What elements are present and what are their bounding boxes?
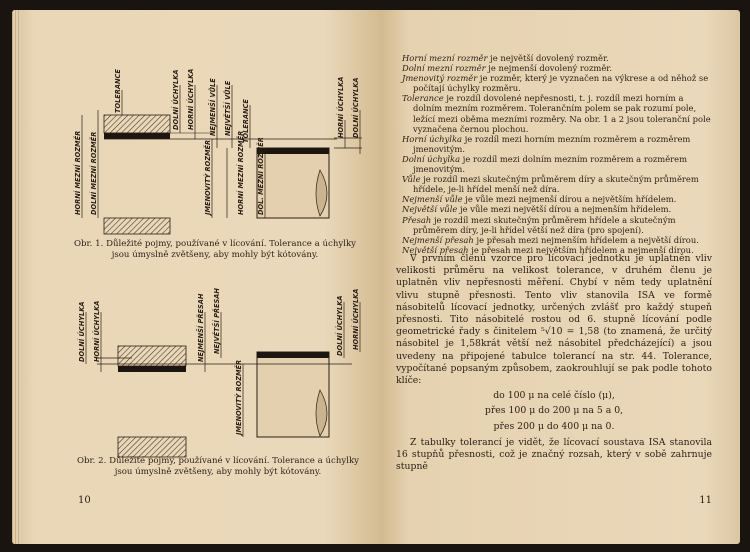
hole-wall-top <box>118 346 186 366</box>
definition-item: Přesah je rozdíl mezi skutečným průměrem hřídele a skutečným průměrem díry, je-li hřídel větší než díra (pro spojení). <box>402 214 676 235</box>
fig1-label-5: NEJMENŠÍ VŮLE <box>209 78 217 136</box>
rounding-rule: přes 100 μ do 200 μ na 5 a 0, <box>484 405 624 417</box>
fig2-label-1: HORNÍ ÚCHYLKA <box>93 300 101 362</box>
fig1-label-10: HORNÍ MEZNÍ ROZMĚR <box>237 130 245 215</box>
paragraph: Z tabulky tolerancí je vidět, že lícovací soustava ISA stanovila 16 stupňů přesnosti, což je značný rozsah, který v sobě zahrnuje stupně <box>396 436 712 473</box>
definition-item: Největší přesah je přesah mezi největším hřídelem a nejmenší dírou. <box>402 244 694 255</box>
definitions-list <box>402 53 712 255</box>
fig1-label-11: HORNÍ ÚCHYLKA <box>337 76 345 138</box>
fig1-label-12: DOLNÍ ÚCHYLKA <box>352 77 360 138</box>
fig2-label-4: JMENOVITÝ ROZMĚR <box>235 359 243 435</box>
fig1-label-3: DOLNÍ ÚCHYLKA <box>172 69 180 130</box>
fig1-label-6: NEJVĚTŠÍ VŮLE <box>224 80 232 136</box>
fig1-label-2: TOLERANCE <box>114 69 122 113</box>
figure-2 <box>12 272 380 472</box>
right-page <box>380 10 740 544</box>
fig2-label-5: DOLNÍ ÚCHYLKA <box>336 295 344 356</box>
definition-item: Dolní mezní rozměr je nejmenší dovolený rozměr. <box>402 63 613 74</box>
figure-2-caption: Obr. 2. Důležité pojmy, používané v lícování. Tolerance a úchylky jsou úmyslně zvětšeny, aby mohly být kótovány. <box>76 456 360 477</box>
definition-item: Nejmenší přesah je přesah mezi nejmenším hřídelem a největší dírou. <box>402 234 699 245</box>
definition-item: Horní úchylka je rozdíl mezi horním mezním rozměrem a rozměrem jmenovitým. <box>402 133 691 154</box>
open-book <box>12 10 740 544</box>
tolerance-field-hole <box>118 366 186 372</box>
fig1-label-7: JMENOVITÝ ROZMĚR <box>204 139 212 215</box>
definition-item: Horní mezní rozměr je největší dovolený rozměr. <box>402 53 609 63</box>
paragraph: V prvním členu vzorce pro lícovací jednotku je uplatněn vliv velikosti průměru na velikost tolerance, v druhém členu je uplatněn vliv nepřesnosti měření. Chybí v něm tedy uplatnění vlivu stupně přesnosti. Tento vliv stanovila ISA ve formě násobitelů lícovací jednotky, určených zvlášť pro každý stupeň přesnosti. Tito násobitelé rostou od 6. stupně lícování podle geometrické řady s činitelem ⁵√10 = 1,58 (to znamená, že určitý násobitel je 1,58krát větší než násobitel předcházející) a jsou uvedeny na připojené tabulce tolerancí na str. 44. Tolerance, vypočítané popsaným způsobem, zaokrouhlují se pak podle tohoto klíče: <box>396 253 712 387</box>
hole-wall-bottom <box>104 218 170 234</box>
fig1-label-9: DOL. MEZNÍ ROZMĚR <box>257 137 265 215</box>
body-text <box>396 253 712 473</box>
left-page <box>12 10 380 544</box>
definition-item: Jmenovitý rozměr je rozměr, který je vyznačen na výkrese a od něhož se počítají úchylky rozměru. <box>402 73 709 94</box>
figure-1 <box>12 10 380 240</box>
fig2-label-0: DOLNÍ ÚCHYLKA <box>78 301 86 362</box>
definition-item: Největší vůle je vůle mezi největší dírou a nejmenším hřídelem. <box>402 204 672 215</box>
hole-wall-bottom <box>118 437 186 457</box>
fig1-label-0: HORNÍ MEZNÍ ROZMĚR <box>74 130 82 215</box>
fig2-label-3: NEJVĚTŠÍ PŘESAH <box>213 288 221 354</box>
page-number: 11 <box>699 495 712 506</box>
fig2-label-2: NEJMENŠÍ PŘESAH <box>197 293 205 362</box>
fig2-label-6: HORNÍ ÚCHYLKA <box>352 288 360 350</box>
definition-item: Nejmenší vůle je vůle mezi nejmenší dírou a největším hřídelem. <box>402 194 677 205</box>
fig1-label-4: HORNÍ ÚCHYLKA <box>187 68 195 130</box>
definition-item: Dolní úchylka je rozdíl mezi dolním mezním rozměrem a rozměrem jmenovitým. <box>402 153 688 175</box>
hole-wall-top <box>104 115 170 133</box>
page-number: 10 <box>78 495 91 506</box>
rounding-rule: přes 200 μ do 400 μ na 0. <box>493 420 615 432</box>
tolerance-field-hole <box>104 133 170 139</box>
definition-item: Vůle je rozdíl mezi skutečným průměrem díry a skutečným průměrem hřídele, je-li hřídel menší než díra. <box>402 174 699 195</box>
tolerance-field-shaft <box>257 352 329 358</box>
definition-item: Tolerance je rozdíl dovolené nepřesnosti, t. j. rozdíl mezi horním a dolním mezním rozměrem. Tolerančním polem se pak rozumí pole, ležící mezi oběma mezními rozměry. Na obr. 1 a 2 jsou toleranční pole vyznačena černou plochou. <box>402 93 711 134</box>
fig1-label-8: TOLERANCE <box>242 99 250 143</box>
rounding-rule: do 100 μ na celé číslo (μ), <box>493 390 615 402</box>
fig1-label-1: DOLNÍ MEZNÍ ROZMĚR <box>90 131 98 215</box>
tolerance-field-shaft <box>257 148 329 154</box>
figure-1-caption: Obr. 1. Důležité pojmy, používané v lícování. Tolerance a úchylky jsou úmyslně zvětšeny, aby mohly být kótovány. <box>73 239 357 260</box>
